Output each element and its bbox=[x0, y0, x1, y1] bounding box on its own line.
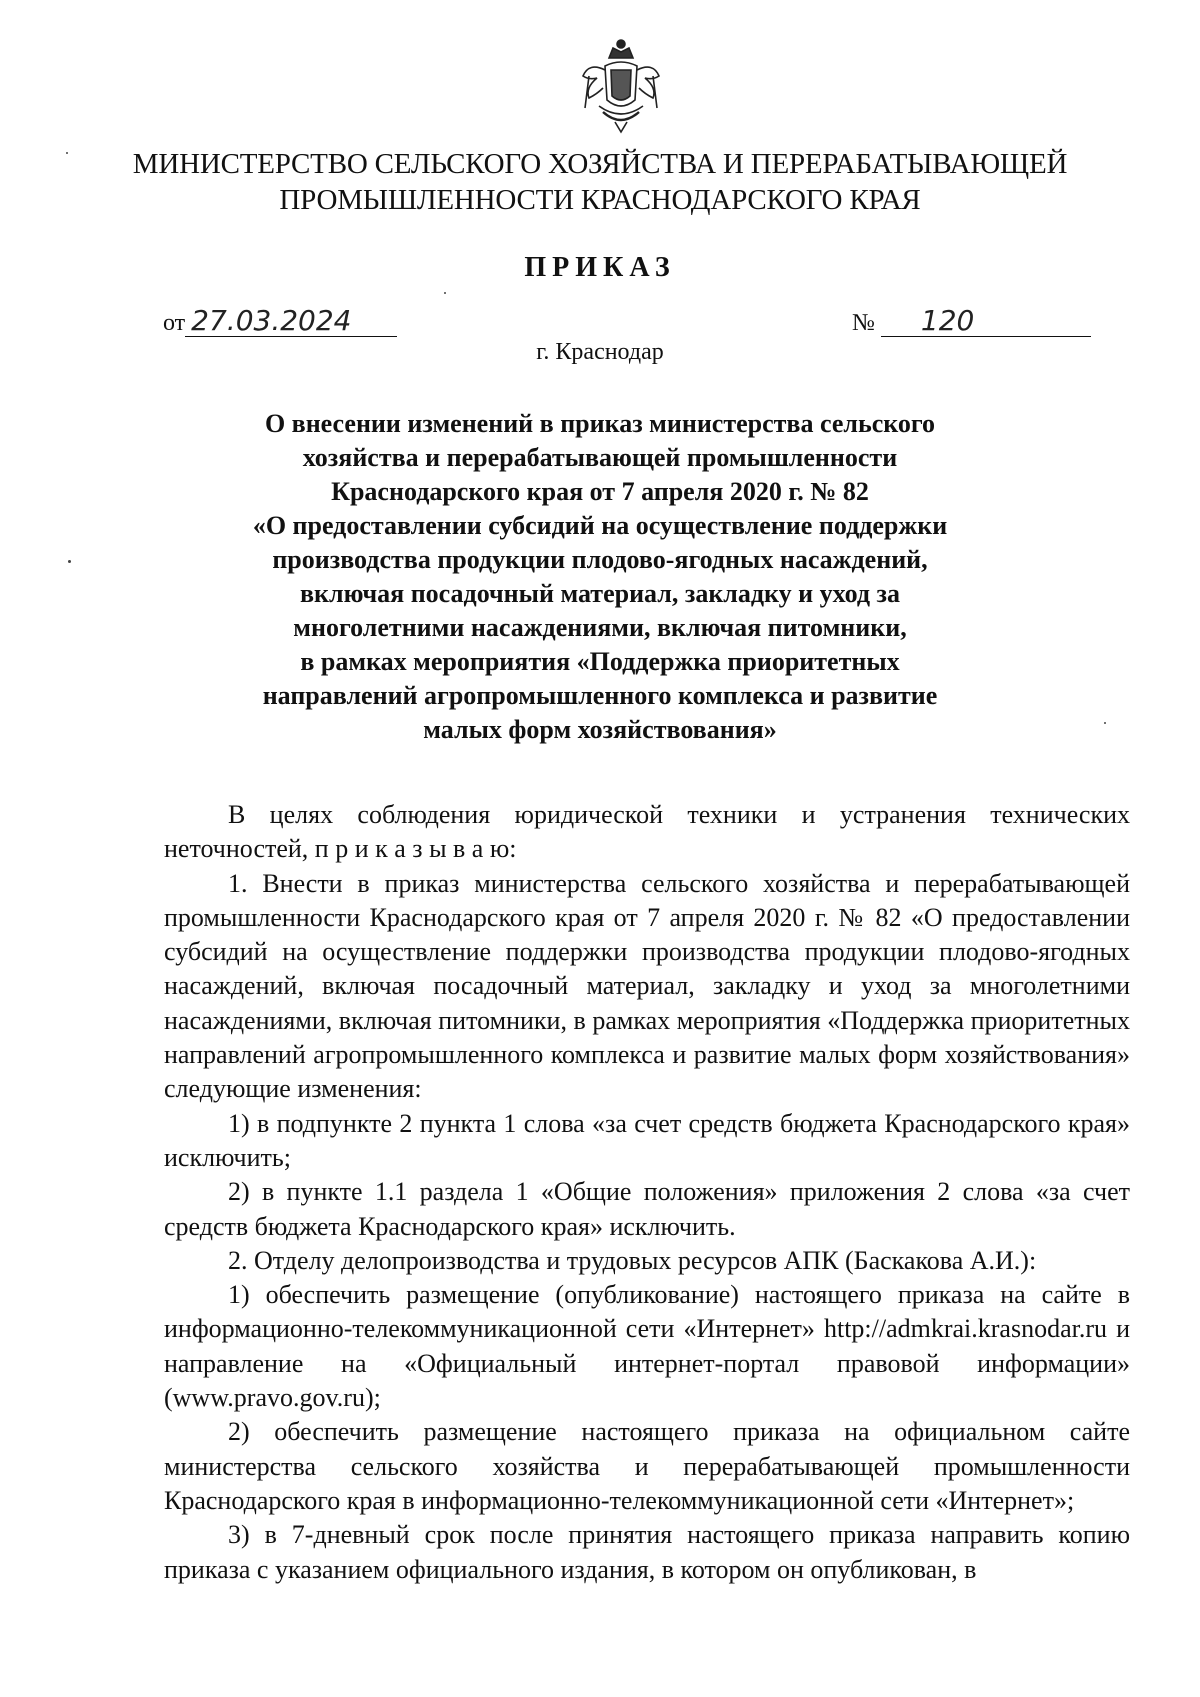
date-handwritten: 27.03.2024 bbox=[185, 306, 397, 337]
scan-speck bbox=[1104, 722, 1106, 724]
ministry-name bbox=[80, 146, 1120, 218]
number-prefix: № bbox=[852, 310, 875, 336]
ministry-line-2: ПРОМЫШЛЕННОСТИ КРАСНОДАРСКОГО КРАЯ bbox=[279, 184, 921, 216]
body-paragraph-subitem-1-2: 2) в пункте 1.1 раздела 1 «Общие положения» приложения 2 слова «за счет средств бюджета Краснодарского края» исключить. bbox=[164, 1177, 1130, 1241]
coat-of-arms-icon bbox=[575, 36, 667, 136]
number-handwritten: 120 bbox=[881, 306, 1091, 337]
order-date bbox=[163, 306, 397, 337]
subject-line: О внесении изменений в приказ министерства сельского bbox=[264, 409, 936, 438]
order-number bbox=[852, 306, 1091, 337]
body-paragraph-subitem-2-3: 3) в 7-дневный срок после принятия настоящего приказа направить копию приказа с указанием официального издания, в котором он опубликован, в bbox=[164, 1520, 1130, 1584]
city: г. Краснодар bbox=[536, 339, 664, 365]
body-paragraph-subitem-1-1: 1) в подпункте 2 пункта 1 слова «за счет средств бюджета Краснодарского края» исключить; bbox=[164, 1108, 1130, 1172]
scan-speck bbox=[66, 152, 68, 154]
order-title: ПРИКАЗ bbox=[524, 252, 676, 283]
subject-line: в рамках мероприятия «Поддержка приоритетных bbox=[300, 647, 900, 676]
body-paragraph-subitem-2-2: 2) обеспечить размещение настоящего приказа на официальном сайте министерства сельского хозяйства и перерабатывающей промышленности Краснодарского края в информационно-телекоммуникационной сети «Интернет»; bbox=[164, 1417, 1130, 1515]
subject-line: производства продукции плодово-ягодных насаждений, bbox=[272, 545, 928, 574]
subject-line: малых форм хозяйствования» bbox=[423, 715, 777, 744]
date-prefix: от bbox=[163, 310, 186, 336]
scan-speck bbox=[444, 292, 446, 294]
order-body bbox=[164, 798, 1130, 1587]
body-paragraph-preamble: В целях соблюдения юридической техники и устранения технических неточностей, п р и к а з ы в а ю: bbox=[164, 800, 1130, 864]
subject-line: включая посадочный материал, закладку и уход за bbox=[299, 579, 900, 608]
subject-line: хозяйства и перерабатывающей промышленности bbox=[302, 443, 898, 472]
scan-speck bbox=[68, 560, 71, 563]
subject-line: «О предоставлении субсидий на осуществление поддержки bbox=[252, 511, 948, 540]
subject-line: направлений агропромышленного комплекса и развитие bbox=[262, 681, 938, 710]
order-subject bbox=[150, 407, 1050, 747]
subject-line: многолетними насаждениями, включая питомники, bbox=[293, 613, 907, 642]
ministry-line-1: МИНИСТЕРСТВО СЕЛЬСКОГО ХОЗЯЙСТВА И ПЕРЕРАБАТЫВАЮЩЕЙ bbox=[132, 148, 1068, 180]
body-paragraph-item-2: 2. Отделу делопроизводства и трудовых ресурсов АПК (Баскакова А.И.): bbox=[228, 1245, 1037, 1275]
body-paragraph-subitem-2-1: 1) обеспечить размещение (опубликование) настоящего приказа на сайте в информационно-телекоммуникационной сети «Интернет» http://admkrai.krasnodar.ru и направление на «Официальный интернет-портал правовой информации» (www.pravo.gov.ru); bbox=[164, 1280, 1130, 1413]
subject-line: Краснодарского края от 7 апреля 2020 г. № 82 bbox=[331, 477, 869, 506]
body-paragraph-item-1: 1. Внести в приказ министерства сельского хозяйства и перерабатывающей промышленности Краснодарского края от 7 апреля 2020 г. № 82 «О предоставлении субсидий на осуществление поддержки производства продукции плодово-ягодных насаждений, включая посадочный материал, закладку и уход за многолетними насаждениями, включая питомники, в рамках мероприятия «Поддержка приоритетных направлений агропромышленного комплекса и развитие малых форм хозяйствования» следующие изменения: bbox=[164, 868, 1130, 1104]
